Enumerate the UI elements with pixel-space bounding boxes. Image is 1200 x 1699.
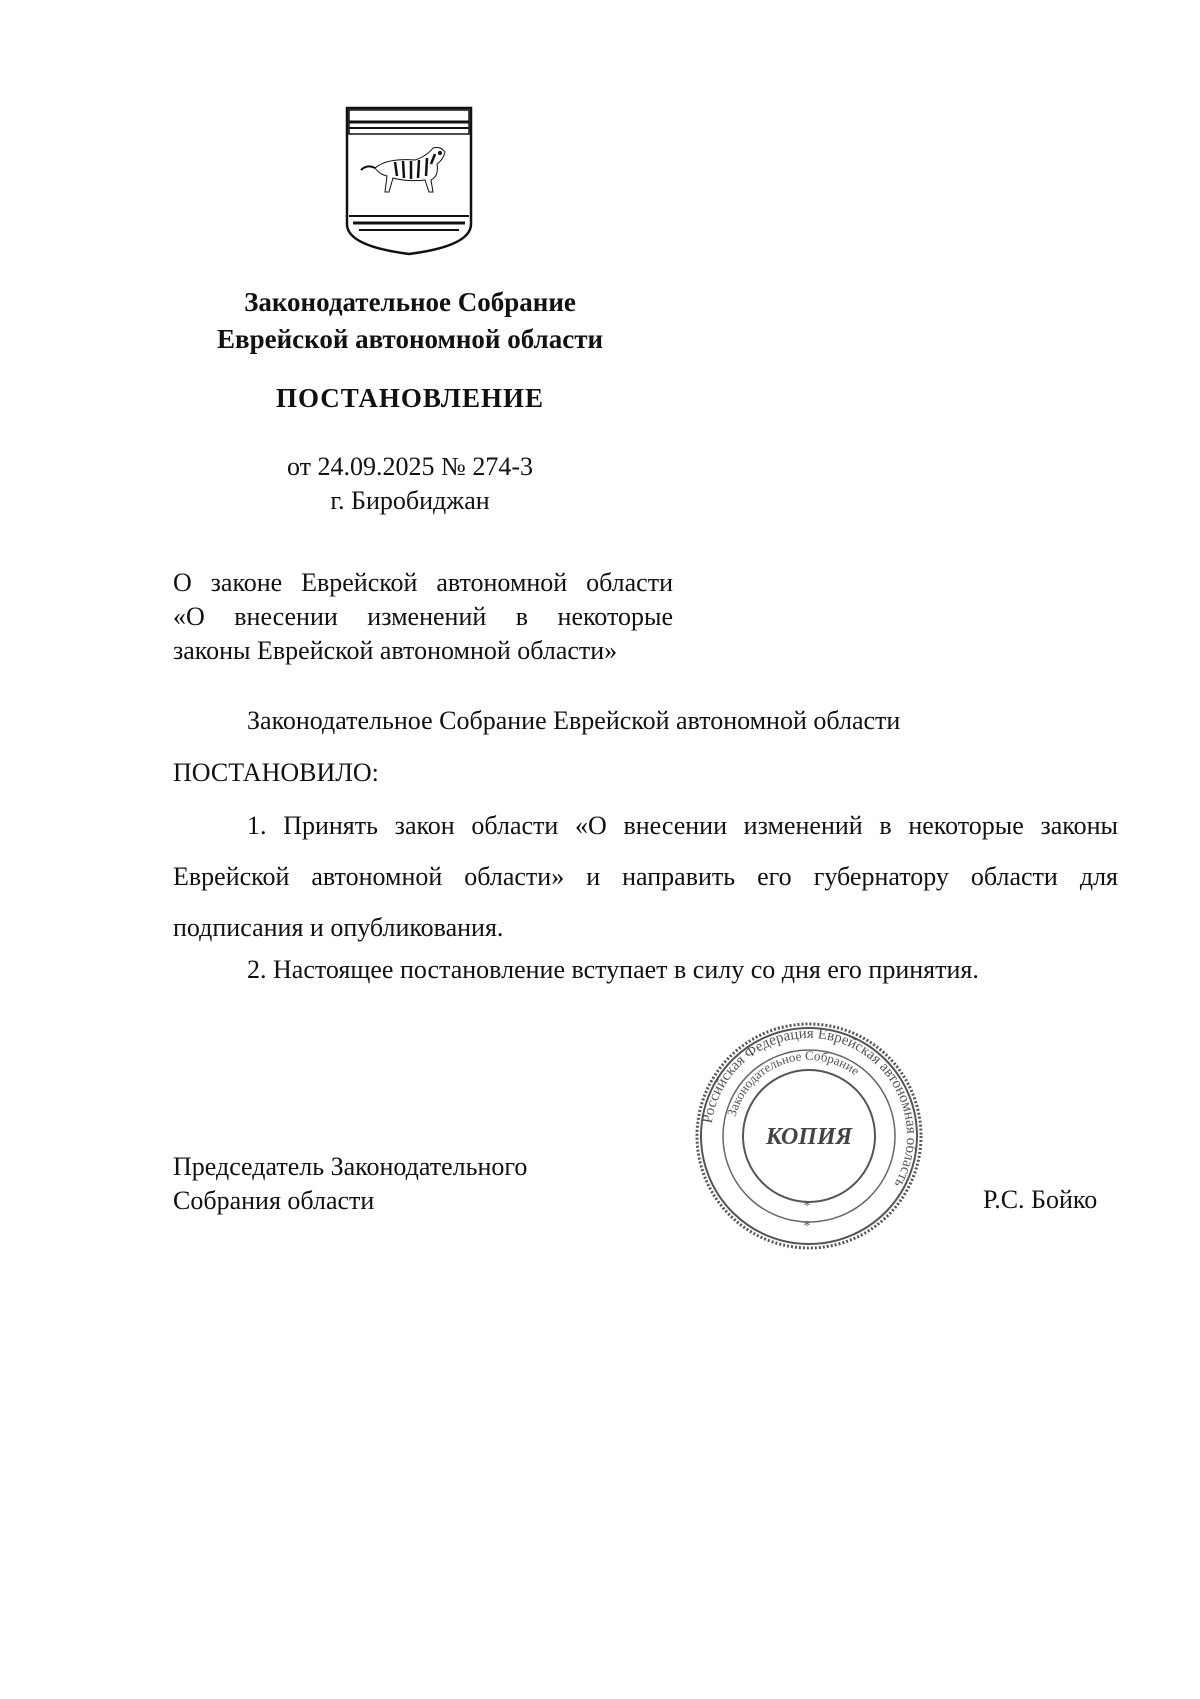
item-1-line-3: подписания и опубликования. — [173, 913, 504, 942]
item-2: 2. Настоящее постановление вступает в силу со дня его принятия. — [247, 955, 979, 984]
item-1-line-2: Еврейской автономной области» и направить его губернатору области для — [173, 862, 1118, 891]
stamp-outer-text: Российская Федерация Еврейская автономная область — [699, 1025, 920, 1190]
stamp-inner-text: Законодательное Собрание — [723, 1047, 863, 1119]
item-1-line-1: 1. Принять закон области «О внесении изменений в некоторые законы — [247, 811, 1118, 840]
decree-word: ПОСТАНОВИЛО: — [173, 758, 379, 787]
document-type: ПОСТАНОВЛЕНИЕ — [275, 383, 545, 413]
signatory-name: Р.С. Бойко — [983, 1185, 1098, 1214]
org-line-2: Еврейской автономной области — [216, 324, 604, 354]
signatory-position-line-2: Собрания области — [173, 1186, 375, 1215]
date-number: от 24.09.2025 № 274-3 — [287, 452, 533, 481]
subject-block — [173, 566, 673, 668]
subject-line-1: О законе Еврейской автономной области — [173, 568, 673, 597]
signatory-position — [173, 1150, 527, 1218]
official-stamp — [693, 1020, 925, 1252]
coat-of-arms-icon — [345, 106, 473, 256]
subject-line-2: «О внесении изменений в некоторые — [173, 602, 673, 631]
stamp-star-icon: * — [803, 1219, 811, 1234]
stamp-center-text: КОПИЯ — [765, 1124, 853, 1150]
item-1 — [173, 800, 1118, 953]
city: г. Биробиджан — [330, 486, 490, 515]
stamp-star-icon: * — [803, 1199, 811, 1214]
org-line-1: Законодательное Собрание — [244, 287, 576, 317]
preamble: Законодательное Собрание Еврейской автономной области — [247, 706, 901, 735]
organization-name — [0, 284, 820, 358]
subject-line-3: законы Еврейской автономной области» — [173, 636, 618, 665]
signatory-position-line-1: Председатель Законодательного — [173, 1152, 528, 1181]
